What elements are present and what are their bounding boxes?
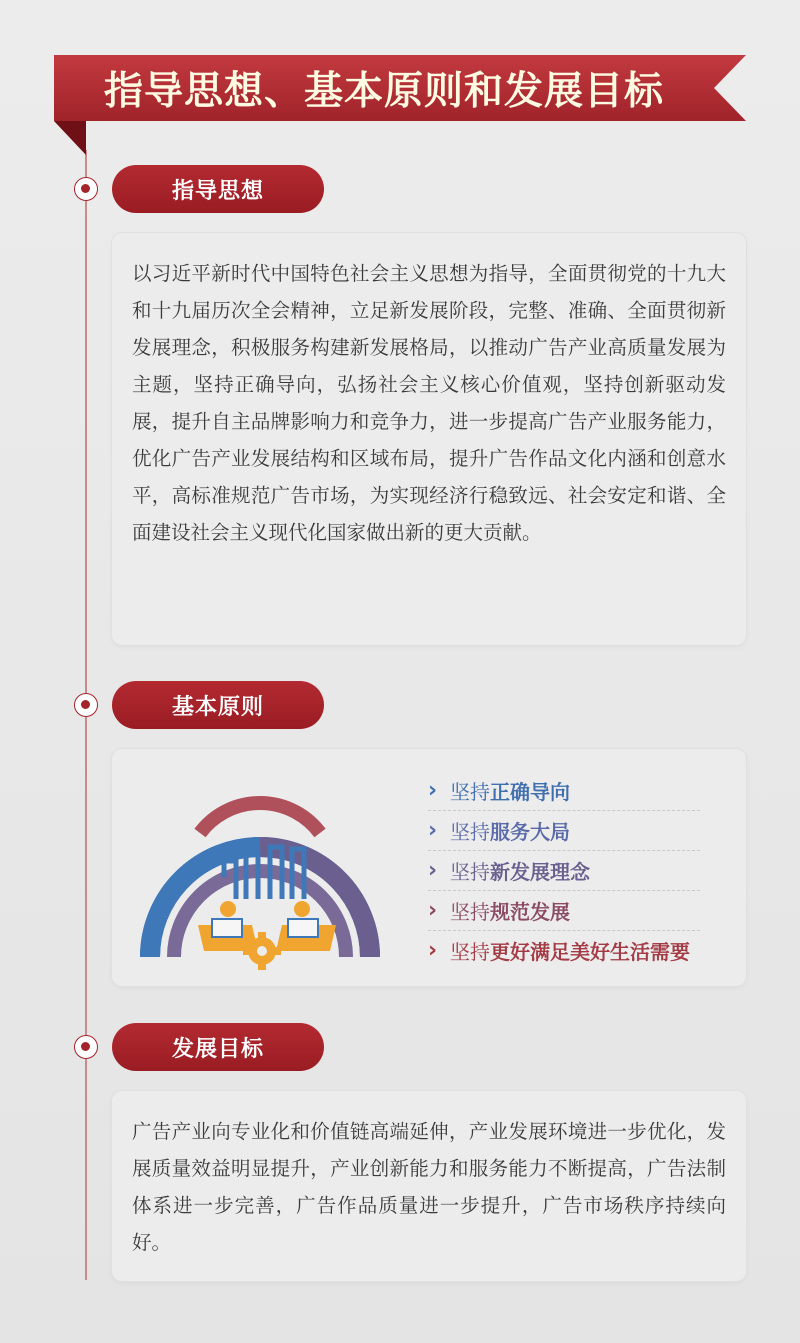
principle-prefix: 坚持 (450, 820, 490, 844)
principle-item (428, 931, 700, 970)
section-header-guiding: 指导思想 (112, 165, 324, 213)
principle-item (428, 811, 700, 851)
timeline-dot-goals (74, 1035, 98, 1059)
guiding-card (112, 233, 746, 645)
goals-body-text: 广告产业向专业化和价值链高端延伸，产业发展环境进一步优化，发展质量效益明显提升，产业创新能力和服务能力不断提高，广告法制体系进一步完善，广告作品质量进一步提升，广告市场秩序持续向好。 (132, 1120, 726, 1254)
principle-emphasis: 规范发展 (490, 900, 570, 924)
principle-item (428, 851, 700, 891)
timeline-dot-guiding (74, 177, 98, 201)
goals-card (112, 1091, 746, 1281)
principle-emphasis: 服务大局 (490, 820, 570, 844)
teamwork-chart-illustration (112, 749, 412, 986)
principle-prefix: 坚持 (450, 860, 490, 884)
principle-prefix: 坚持 (450, 940, 490, 964)
chevron-right-icon: › (428, 858, 438, 883)
chevron-right-icon: › (428, 778, 438, 803)
header-banner (54, 55, 746, 121)
principle-prefix: 坚持 (450, 780, 490, 804)
principles-card (112, 749, 746, 986)
principle-item (428, 771, 700, 811)
guiding-body-text: 以习近平新时代中国特色社会主义思想为指导，全面贯彻党的十九大和十九届历次全会精神，立足新发展阶段，完整、准确、全面贯彻新发展理念，积极服务构建新发展格局，以推动广告产业高质量发展为主题，坚持正确导向，弘扬社会主义核心价值观，坚持创新驱动发展，提升自主品牌影响力和竞争力，进一步提高广告产业服务能力，优化广告产业发展结构和区域布局，提升广告作品文化内涵和创意水平，高标准规范广告市场，为实现经济行稳致远、社会安定和谐、全面建设社会主义现代化国家做出新的更大贡献。 (132, 262, 726, 544)
section-header-principles: 基本原则 (112, 681, 324, 729)
principle-emphasis: 正确导向 (490, 780, 570, 804)
principle-item (428, 891, 700, 931)
principle-emphasis: 更好满足美好生活需要 (490, 940, 690, 964)
timeline-dot-principles (74, 693, 98, 717)
principle-emphasis: 新发展理念 (490, 860, 590, 884)
page-title: 指导思想、基本原则和发展目标 (103, 68, 664, 114)
chevron-right-icon: › (428, 898, 438, 923)
chevron-right-icon: › (428, 938, 438, 963)
section-header-goals: 发展目标 (112, 1023, 324, 1071)
principle-prefix: 坚持 (450, 900, 490, 924)
chevron-right-icon: › (428, 818, 438, 843)
